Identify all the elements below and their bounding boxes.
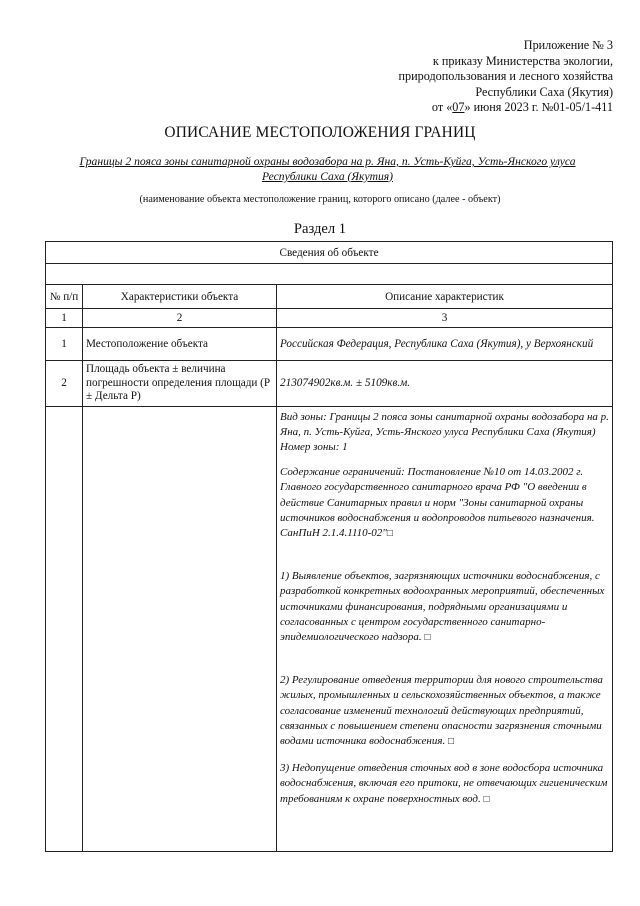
appendix-block	[398, 38, 613, 116]
appendix-line-1: Приложение № 3	[523, 38, 613, 52]
checkbox-marker: □	[448, 735, 455, 747]
description-name-cell	[83, 406, 277, 851]
zone-number-text: Номер зоны: 1	[280, 440, 348, 453]
appendix-line-4: Республики Саха (Якутия)	[475, 84, 613, 99]
object-name: Границы 2 пояса зоны санитарной охраны водозабора на р. Яна, п. Усть-Куйга, Усть-Янского улуса Республики Саха (Якутия)	[79, 155, 576, 183]
table-caption-row	[46, 242, 613, 264]
table-row-description	[46, 406, 613, 851]
table-row	[46, 361, 613, 407]
table-column-numbers-row	[46, 309, 613, 328]
table-header-row	[46, 285, 613, 309]
checkbox-marker: □	[483, 793, 490, 805]
header-description: Описание характеристик	[277, 285, 613, 309]
document-title: ОПИСАНИЕ МЕСТОПОЛОЖЕНИЯ ГРАНИЦ	[164, 124, 476, 141]
row-value: 213074902кв.м. ± 5109кв.м.	[277, 361, 613, 407]
column-number-1: 1	[46, 309, 83, 328]
table-empty-cell	[46, 264, 613, 285]
row-characteristic: Площадь объекта ± величина погрешности определения площади (Р ± Дельта Р)	[83, 361, 277, 407]
column-number-3: 3	[277, 309, 613, 328]
row-value: Российская Федерация, Республика Саха (Якутия), у Верхоянский	[277, 328, 613, 361]
table-row	[46, 328, 613, 361]
object-name-note: (наименование объекта местоположение границ, которого описано (далее - объект)	[139, 194, 501, 205]
restriction-item-3: 3) Недопущение отведения сточных вод в зоне водосбора источника водоснабжения, включая его притоки, не отвечающих гигиеническим требованиям к охране поверхностных вод. □	[280, 762, 608, 805]
restriction-item-1: 1) Выявление объектов, загрязняющих источники водоснабжения, с разработкой конкретных водоохранных мероприятий, обеспеченных источниками финансирования, подрядными организациями и согласованных с центром государственного санитарно-эпидемиологического надзора. □	[280, 570, 605, 643]
table-caption: Сведения об объекте	[46, 242, 613, 264]
appendix-date: от «07» июня 2023 г. №01-05/1-411	[431, 100, 613, 115]
column-number-2: 2	[83, 309, 277, 328]
row-characteristic: Местоположение объекта	[83, 328, 277, 361]
row-number: 2	[46, 361, 83, 407]
object-info-table	[45, 241, 613, 852]
checkbox-marker: □	[386, 527, 393, 539]
restrictions-text: Содержание ограничений: Постановление №10 от 14.03.2002 г. Главного государственного санитарного врача РФ "О введении в действие Санитарных правил и норм "Зоны санитарной охраны источников водоснабжения и водопроводов питьевого назначения. СанПиН 2.1.4.1110-02"□	[280, 466, 595, 539]
header-number: № п/п	[46, 285, 83, 309]
section-title: Раздел 1	[293, 221, 347, 237]
description-cell	[277, 406, 613, 851]
appendix-line-2: к приказу Министерства экологии,	[432, 53, 613, 68]
table-empty-row	[46, 264, 613, 285]
description-number-cell	[46, 406, 83, 851]
checkbox-marker: □	[424, 631, 431, 643]
restriction-item-2: 2) Регулирование отведения территории для нового строительства жилых, промышленных и сельскохозяйственных объектов, а также согласование изменений технологий действующих предприятий, связанных с повышением степени опасности загрязнения сточными водами источника водоснабжения. □	[280, 674, 603, 747]
row-number: 1	[46, 328, 83, 361]
appendix-line-3: природопользования и лесного хозяйства	[398, 69, 613, 84]
header-characteristic: Характеристики объекта	[83, 285, 277, 309]
appendix-date-day: 07	[452, 100, 465, 115]
zone-type-text: Вид зоны: Границы 2 пояса зоны санитарной охраны водозабора на р. Яна, п. Усть-Куйга, Усть-Янского улуса Республики Саха (Якутия)	[280, 410, 609, 438]
